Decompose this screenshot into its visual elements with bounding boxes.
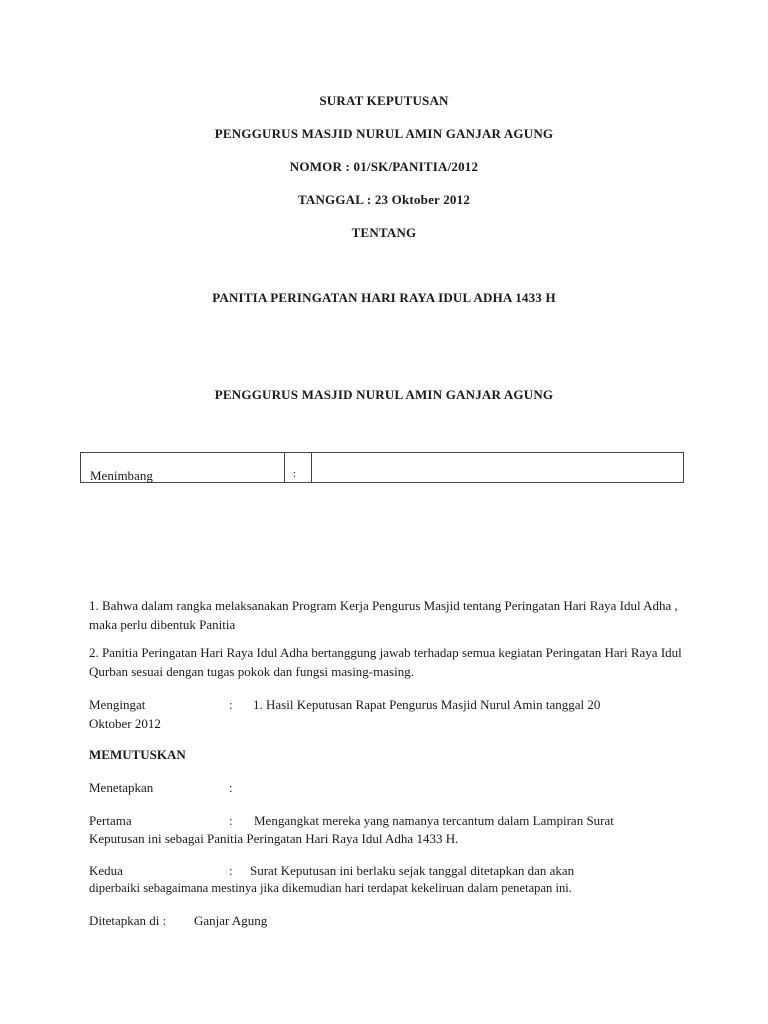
menimbang-colon: :	[293, 468, 297, 480]
decree-subject: PANITIA PERINGATAN HARI RAYA IDUL ADHA 1433 H	[212, 290, 556, 305]
consideration-point-2	[89, 643, 689, 681]
menetapkan-colon: :	[229, 780, 233, 795]
point-2-line-2: Peringatan Hari Raya Idul Qurban sesuai dengan tugas pokok dan fungsi masing-masing.	[89, 645, 682, 679]
decree-number: NOMOR : 01/SK/PANITIA/2012	[289, 159, 479, 174]
organization-name: PENGGURUS MASJID NURUL AMIN GANJAR AGUNG	[214, 126, 554, 141]
mengingat-line-2: Oktober 2012	[89, 716, 161, 731]
menimbang-table	[80, 452, 684, 483]
kedua-label: Kedua	[89, 863, 123, 878]
mengingat-label: Mengingat	[89, 697, 146, 712]
ditetapkan-label: Ditetapkan di :	[89, 913, 167, 928]
pertama-colon: :	[229, 813, 233, 828]
kedua-colon: :	[229, 863, 233, 878]
pertama-label: Pertama	[89, 813, 132, 828]
pertama-section	[89, 811, 689, 851]
kedua-section	[89, 861, 689, 901]
ditetapkan-section	[89, 911, 689, 931]
point-1-line-2: Raya Idul Adha , maka perlu dibentuk Panitia	[89, 598, 678, 632]
table-divider	[311, 453, 312, 482]
issuer-name: PENGGURUS MASJID NURUL AMIN GANJAR AGUNG	[214, 387, 554, 402]
about-heading: TENTANG	[351, 225, 417, 240]
pertama-line-2: Keputusan ini sebagai Panitia Peringatan Hari Raya Idul Adha 1433 H.	[89, 831, 459, 846]
point-2-line-1: 2. Panitia Peringatan Hari Raya Idul Adha bertanggung jawab terhadap semua kegiatan	[89, 645, 543, 660]
document-title: SURAT KEPUTUSAN	[319, 93, 449, 108]
consideration-point-1	[89, 596, 689, 634]
kedua-line-2: diperbaiki sebagaimana mestinya jika dikemudian hari terdapat kekeliruan dalam penetapan ini.	[89, 881, 572, 895]
point-1-line-1: 1. Bahwa dalam rangka melaksanakan Program Kerja Pengurus Masjid tentang Peringatan Hari	[89, 598, 587, 613]
menetapkan-label: Menetapkan	[89, 780, 154, 795]
menetapkan-section	[89, 778, 689, 798]
menimbang-label: Menimbang	[90, 468, 153, 483]
table-divider	[284, 453, 285, 482]
mengingat-colon: :	[229, 697, 233, 712]
decree-date: TANGGAL : 23 Oktober 2012	[297, 192, 471, 207]
mengingat-line-1: 1. Hasil Keputusan Rapat Pengurus Masjid Nurul Amin tanggal 20	[253, 697, 601, 712]
mengingat-section	[89, 695, 689, 735]
ditetapkan-value: Ganjar Agung	[194, 913, 268, 928]
pertama-line-1: Mengangkat mereka yang namanya tercantum dalam Lampiran Surat	[254, 813, 614, 828]
memutuskan-heading: MEMUTUSKAN	[89, 747, 186, 762]
kedua-line-1: Surat Keputusan ini berlaku sejak tanggal ditetapkan dan akan	[250, 863, 575, 878]
